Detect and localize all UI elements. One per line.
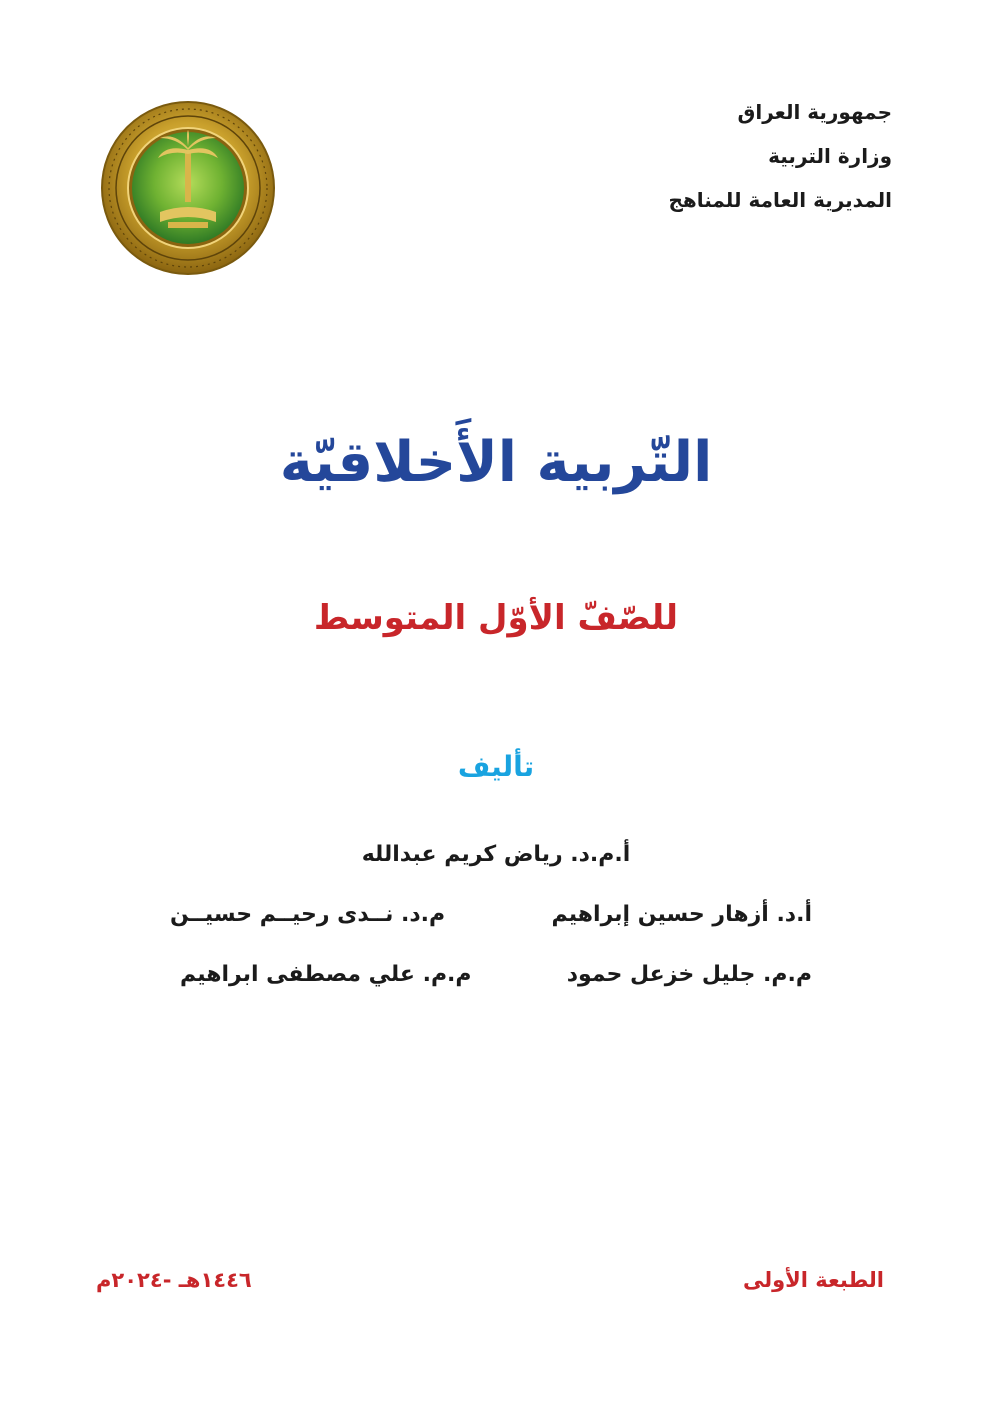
lead-author: أ.م.د. رياض كريم عبدالله (361, 842, 631, 867)
edition-label: الطبعة الأولى (742, 1268, 884, 1292)
ministry-seal (98, 100, 278, 276)
author-left-1: م.د. نــدى رحيــم حسيــن (170, 902, 446, 927)
author-left-2: م.م. علي مصطفى ابراهيم (180, 962, 472, 987)
book-title: التّربية الأَخلاقيّة (279, 430, 713, 495)
directorate-name: المديرية العامة للمناهج (668, 188, 892, 212)
country-name: جمهورية العراق (737, 100, 892, 124)
publication-date: ١٤٤٦هـ -٢٠٢٤م (96, 1268, 252, 1292)
ministry-name: وزارة التربية (768, 144, 892, 168)
ministry-seal-icon (98, 100, 278, 276)
author-right-1: أ.د. أزهار حسين إبراهيم (551, 902, 812, 927)
author-right-2: م.م. جليل خزعل حمود (566, 962, 812, 987)
authorship-label: تأليف (457, 750, 535, 783)
ministry-header (532, 90, 892, 222)
book-subtitle: للصّفّ الأوّل المتوسط (313, 598, 679, 638)
